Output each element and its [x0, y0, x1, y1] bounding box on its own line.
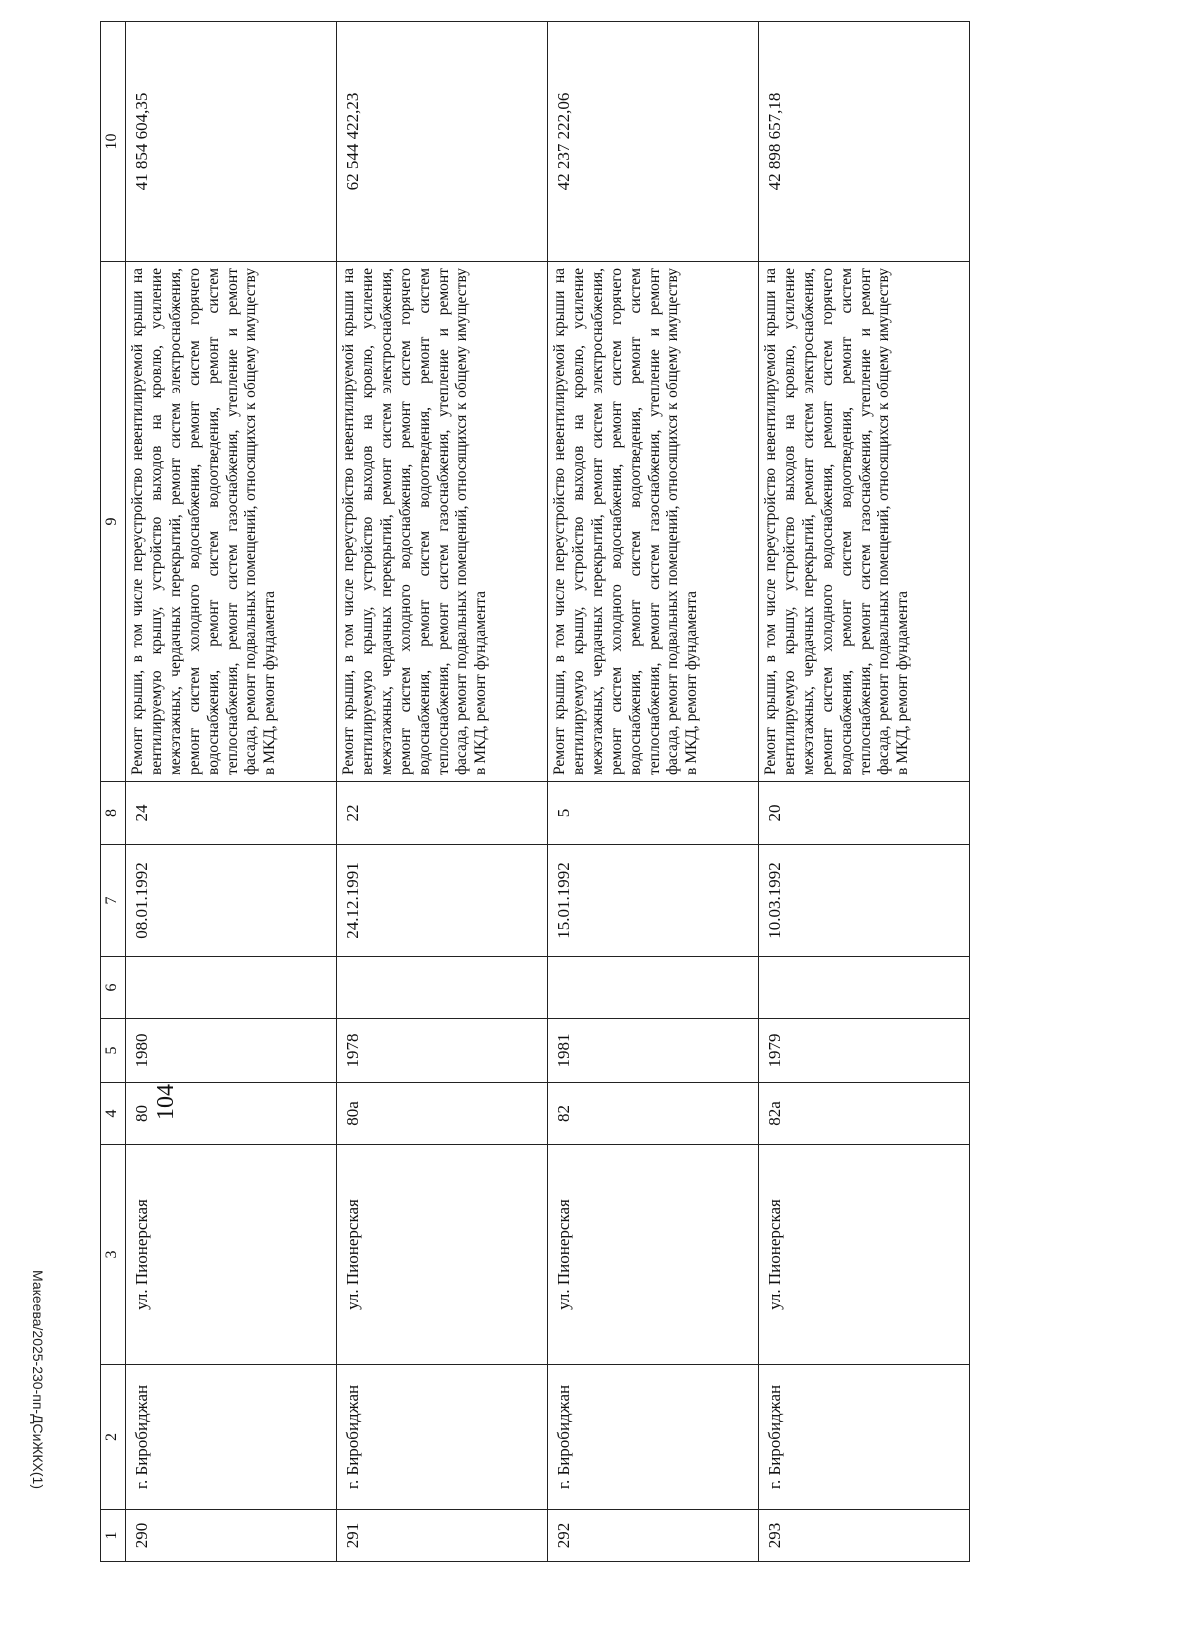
row-number: 293: [759, 1510, 970, 1562]
header-cell: 3: [101, 1145, 126, 1365]
city-cell: г. Биробиджан: [126, 1365, 337, 1510]
column-8-cell: 20: [759, 782, 970, 845]
header-cell: 10: [101, 22, 126, 262]
table-row: [548, 22, 759, 1562]
table-row: [126, 22, 337, 1562]
city-cell: г. Биробиджан: [337, 1365, 548, 1510]
housing-repair-table: [100, 22, 970, 1562]
header-cell: 8: [101, 782, 126, 845]
street-cell: ул. Пионерская: [759, 1145, 970, 1365]
year-cell: 1981: [548, 1019, 759, 1083]
city-cell: г. Биробиджан: [759, 1365, 970, 1510]
header-cell: 2: [101, 1365, 126, 1510]
column-8-cell: 22: [337, 782, 548, 845]
date-cell: 10.03.1992: [759, 845, 970, 957]
date-cell: 08.01.1992: [126, 845, 337, 957]
year-cell: 1978: [337, 1019, 548, 1083]
house-cell: 80а: [337, 1083, 548, 1145]
column-6-cell: [548, 957, 759, 1019]
street-cell: ул. Пионерская: [548, 1145, 759, 1365]
cost-cell: 41 854 604,35: [126, 22, 337, 262]
city-cell: г. Биробиджан: [548, 1365, 759, 1510]
cost-cell: 42 237 222,06: [548, 22, 759, 262]
header-cell: 9: [101, 262, 126, 782]
column-6-cell: [126, 957, 337, 1019]
document-page: [100, 22, 970, 1562]
house-cell: 82: [548, 1083, 759, 1145]
column-6-cell: [759, 957, 970, 1019]
table-row: [337, 22, 548, 1562]
repair-table: [100, 21, 970, 1562]
date-cell: 15.01.1992: [548, 845, 759, 957]
column-8-cell: 24: [126, 782, 337, 845]
document-footer: Макеева/2025-230-пп-ДСиЖКХ(1): [30, 1270, 46, 1490]
header-cell: 5: [101, 1019, 126, 1083]
header-cell: 4: [101, 1083, 126, 1145]
works-cell: Ремонт крыши, в том числе переустройство невентилируемой крыши на вентилируемую крышу, устройство выходов на кровлю, усиление межэтажных, чердачных перекрытий, ремонт систем электроснабжения, ремонт систем холодного водоснабжения, ремонт систем горячего водоснабжения, ремонт систем водоотведения, ремонт систем теплоснабжения, ремонт систем газоснабжения, утепление и ремонт фасада, ремонт подвальных помещений, относящихся к общему имуществу в МКД, ремонт фундамента: [126, 262, 337, 782]
header-cell: 6: [101, 957, 126, 1019]
header-row: [101, 22, 126, 1562]
header-cell: 7: [101, 845, 126, 957]
street-cell: ул. Пионерская: [337, 1145, 548, 1365]
column-6-cell: [337, 957, 548, 1019]
cost-cell: 62 544 422,23: [337, 22, 548, 262]
date-cell: 24.12.1991: [337, 845, 548, 957]
year-cell: 1979: [759, 1019, 970, 1083]
row-number: 291: [337, 1510, 548, 1562]
page-number: 104: [153, 1084, 179, 1120]
street-cell: ул. Пионерская: [126, 1145, 337, 1365]
house-cell: 82а: [759, 1083, 970, 1145]
house-cell: 80: [126, 1083, 337, 1145]
column-8-cell: 5: [548, 782, 759, 845]
cost-cell: 42 898 657,18: [759, 22, 970, 262]
row-number: 290: [126, 1510, 337, 1562]
works-cell: Ремонт крыши, в том числе переустройство невентилируемой крыши на вентилируемую крышу, устройство выходов на кровлю, усиление межэтажных, чердачных перекрытий, ремонт систем электроснабжения, ремонт систем холодного водоснабжения, ремонт систем горячего водоснабжения, ремонт систем водоотведения, ремонт систем теплоснабжения, ремонт систем газоснабжения, утепление и ремонт фасада, ремонт подвальных помещений, относящихся к общему имуществу в МКД, ремонт фундамента: [548, 262, 759, 782]
header-cell: 1: [101, 1510, 126, 1562]
row-number: 292: [548, 1510, 759, 1562]
table-row: [759, 22, 970, 1562]
works-cell: Ремонт крыши, в том числе переустройство невентилируемой крыши на вентилируемую крышу, устройство выходов на кровлю, усиление межэтажных, чердачных перекрытий, ремонт систем электроснабжения, ремонт систем холодного водоснабжения, ремонт систем горячего водоснабжения, ремонт систем водоотведения, ремонт систем теплоснабжения, ремонт систем газоснабжения, утепление и ремонт фасада, ремонт подвальных помещений, относящихся к общему имуществу в МКД, ремонт фундамента: [337, 262, 548, 782]
works-cell: Ремонт крыши, в том числе переустройство невентилируемой крыши на вентилируемую крышу, устройство выходов на кровлю, усиление межэтажных, чердачных перекрытий, ремонт систем электроснабжения, ремонт систем холодного водоснабжения, ремонт систем горячего водоснабжения, ремонт систем водоотведения, ремонт систем теплоснабжения, ремонт систем газоснабжения, утепление и ремонт фасада, ремонт подвальных помещений, относящихся к общему имуществу в МКД, ремонт фундамента: [759, 262, 970, 782]
year-cell: 1980: [126, 1019, 337, 1083]
